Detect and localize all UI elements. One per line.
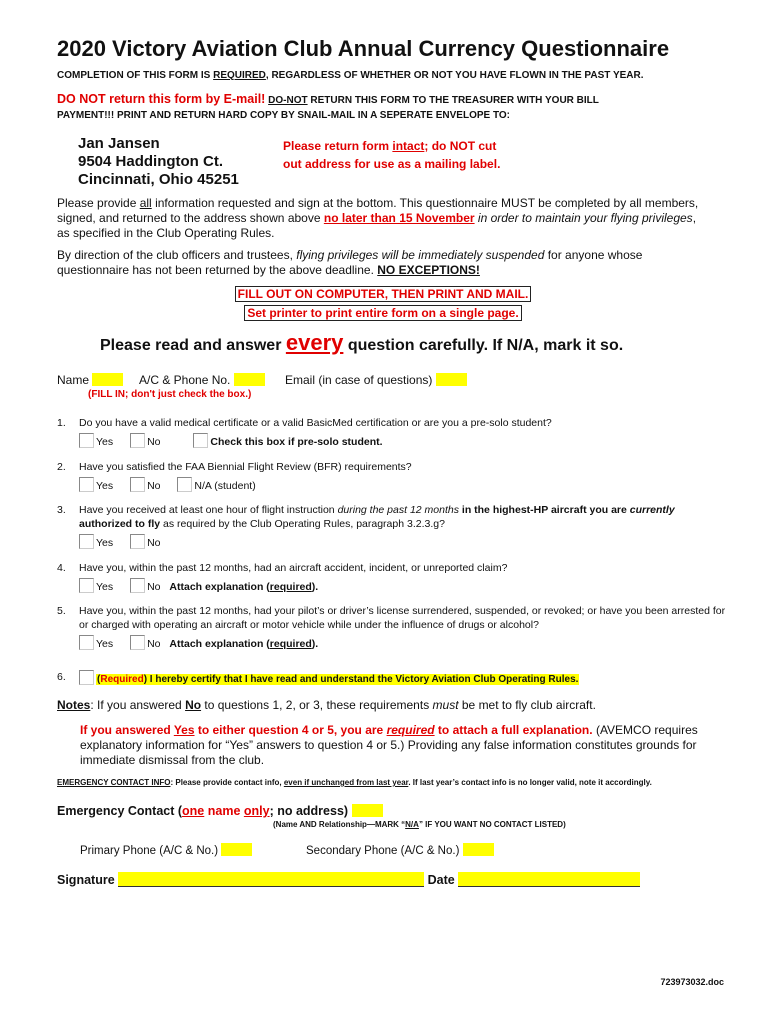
question-text: Do you have a valid medical certificate or a valid BasicMed certification or are you a pre-solo student? — [79, 417, 552, 429]
name-label: Name — [57, 373, 90, 387]
q1-no-checkbox[interactable] — [130, 433, 145, 448]
required-word: REQUIRED — [213, 70, 266, 81]
notes-no: No — [185, 698, 202, 712]
emergency-info-a: : Please provide contact info, — [170, 778, 284, 787]
email-warning-rest1: RETURN THIS FORM TO THE TREASURER WITH YOUR BILL — [307, 95, 599, 106]
emergency-info-label: EMERGENCY CONTACT INFO — [57, 778, 171, 787]
ec-rest: ; no address) — [269, 804, 349, 818]
emergency-info-b: even if unchanged from last year — [283, 778, 409, 787]
suspension-paragraph — [57, 248, 707, 278]
secondary-phone-label: Secondary Phone (A/C & No.) — [306, 845, 460, 857]
certify-text: ) I hereby certify that I have read and understand the Victory Aviation Club Operating Rules. — [143, 674, 579, 685]
date-label: Date — [427, 873, 455, 887]
secondary-phone-field[interactable] — [463, 843, 494, 856]
signature-row — [57, 872, 640, 887]
question-number: 1. — [57, 417, 66, 429]
address-street: 9504 Haddington Ct. — [78, 153, 224, 170]
date-field[interactable] — [458, 872, 640, 887]
para1-d: , as specified in the Club Operating Rules. — [57, 211, 697, 240]
emergency-contact-field[interactable] — [352, 804, 383, 817]
notes — [57, 698, 596, 712]
certify-statement: (Required) I hereby certify that I have read and understand the Victory Aviation Club Operating Rules. — [97, 674, 579, 685]
question-5 — [57, 604, 727, 651]
ec-name: name — [204, 804, 244, 818]
explanation-requirement — [80, 723, 720, 768]
question-number: 2. — [57, 461, 66, 473]
ec-sub-na: N/A — [405, 820, 419, 829]
presolo-label: Check this box if pre-solo student. — [210, 436, 383, 448]
no-label: No — [147, 480, 161, 492]
deadline: no later than 15 November — [323, 211, 475, 225]
read-every-post: question carefully. If N/A, mark it so. — [343, 337, 624, 354]
phone-label: A/C & Phone No. — [139, 373, 231, 387]
question-number: 5. — [57, 605, 66, 617]
para2-c: for anyone whose questionnaire has not been returned by the above deadline. — [57, 248, 643, 277]
address-city: Cincinnati, Ohio 45251 — [78, 171, 239, 188]
return-note-line2: out address for use as a mailing label. — [283, 157, 501, 171]
yes-label: Yes — [96, 581, 114, 593]
email-warning-rest2: PAYMENT!!! PRINT AND RETURN HARD COPY BY SNAIL-MAIL IN A SEPERATE ENVELOPE TO: — [57, 110, 510, 121]
question-3 — [57, 503, 727, 550]
no-label: No — [147, 581, 161, 593]
ec-sub-a: (Name AND Relationship—MARK “ — [273, 820, 406, 829]
question-text: Have you satisfied the FAA Biennial Flight Review (BFR) requirements? — [79, 461, 412, 473]
ans-d: (AVEMCO requires explanatory information for “Yes” answers to question 4 or 5.) Providing any false information constitutes grounds for immediate dismissal from the club. — [80, 723, 698, 767]
address-name: Jan Jansen — [78, 135, 160, 152]
notes-c: be met to fly club aircraft. — [458, 698, 596, 712]
q3-d: currently — [629, 504, 675, 516]
no-exceptions: NO EXCEPTIONS! — [377, 263, 480, 277]
return-note-post: ; do NOT cut — [424, 139, 497, 153]
q2-no-checkbox[interactable] — [130, 477, 145, 492]
emergency-info-c: . If last year’s contact info is no longer valid, note it accordingly. — [408, 778, 652, 787]
mailing-address — [78, 135, 239, 189]
ans-yes: Yes — [173, 723, 195, 737]
no-label: No — [147, 436, 161, 448]
ans-c: to attach a full explanation. — [434, 723, 593, 737]
yes-label: Yes — [96, 436, 114, 448]
instructions-paragraph — [57, 196, 707, 241]
attach-pre: Attach explanation ( — [169, 581, 270, 593]
no-label: No — [147, 537, 161, 549]
email-field[interactable] — [436, 373, 467, 386]
q3-yes-checkbox[interactable] — [79, 534, 94, 549]
na-student-label: N/A (student) — [194, 480, 256, 492]
return-intact-note — [283, 137, 500, 173]
yes-label: Yes — [96, 480, 114, 492]
return-note-intact: intact — [392, 139, 425, 153]
q3-e: authorized to fly — [79, 518, 161, 530]
yes-label: Yes — [96, 638, 114, 650]
emergency-contact-subnote — [273, 820, 566, 829]
question-text: Have you, within the past 12 months, had an aircraft accident, incident, or unreported claim? — [79, 562, 508, 574]
ec-only: only — [243, 804, 270, 818]
attach-explanation — [169, 581, 318, 593]
q3-c: in the highest-HP aircraft you are — [458, 504, 630, 516]
email-label: Email (in case of questions) — [285, 373, 433, 387]
ans-a: If you answered — [80, 723, 174, 737]
certify-required: Required — [100, 674, 144, 685]
q5-yes-checkbox[interactable] — [79, 635, 94, 650]
q5-no-checkbox[interactable] — [130, 635, 145, 650]
read-every-heading — [100, 330, 623, 356]
emergency-info-note — [57, 778, 652, 787]
question-4 — [57, 561, 727, 594]
q1-yes-checkbox[interactable] — [79, 433, 94, 448]
phone-field-row — [139, 373, 265, 387]
question-number: 4. — [57, 562, 66, 574]
notes-must: must — [432, 698, 459, 712]
required-notice-post: , REGARDLESS OF WHETHER OR NOT YOU HAVE FLOWN IN THE PAST YEAR. — [265, 70, 644, 81]
document-number: 723973032.doc — [660, 977, 724, 987]
phone-field[interactable] — [234, 373, 265, 386]
q2-na-checkbox[interactable] — [177, 477, 192, 492]
do-not-word: DO-NOT — [268, 95, 308, 106]
secondary-phone-row — [306, 843, 494, 857]
return-note-pre: Please return form — [283, 139, 393, 153]
para2-a: By direction of the club officers and trustees, — [57, 248, 297, 262]
attach-pre: Attach explanation ( — [169, 638, 270, 650]
read-every-pre: Please read and answer — [100, 337, 286, 354]
print-note — [214, 306, 552, 320]
primary-phone-row — [80, 843, 252, 857]
signature-label: Signature — [57, 873, 115, 887]
ec-sub-b: ” IF YOU WANT NO CONTACT LISTED) — [418, 820, 566, 829]
attach-required: required — [269, 638, 312, 650]
attach-required: required — [269, 581, 312, 593]
email-warning-red: DO NOT return this form by E-mail! — [57, 92, 266, 106]
page-title: 2020 Victory Aviation Club Annual Currency Questionnaire — [57, 36, 670, 61]
emergency-contact-row — [57, 804, 383, 818]
name-field-row — [57, 373, 123, 387]
attach-post: ). — [311, 638, 319, 650]
q3-a: Have you received at least one hour of flight instruction — [79, 504, 338, 516]
fill-out-note-text: FILL OUT ON COMPUTER, THEN PRINT AND MAIL. — [237, 287, 529, 301]
para1-a: Please provide — [57, 196, 140, 210]
notes-a: : If you answered — [90, 698, 186, 712]
question-number: 6. — [57, 671, 66, 683]
question-text: Have you, within the past 12 months, had your pilot’s or driver’s license surrendered, suspended, or revoked; or have you been arrested for or charged with operating an aircraft or motor vehicle while under the influence of drugs or alcohol? — [79, 605, 726, 631]
q2-yes-checkbox[interactable] — [79, 477, 94, 492]
attach-explanation — [169, 638, 318, 650]
para2-b: flying privileges will be immediately suspended — [296, 248, 545, 262]
q3-no-checkbox[interactable] — [130, 534, 145, 549]
email-warning — [57, 92, 599, 123]
para1-b: information requested and sign at the bottom. This questionnaire MUST be completed by all members, signed, and returned to the address shown above — [57, 196, 699, 225]
question-6 — [57, 670, 727, 687]
attach-post: ). — [311, 581, 319, 593]
fill-out-note — [214, 287, 552, 301]
primary-phone-label: Primary Phone (A/C & No.) — [80, 845, 219, 857]
required-notice-pre: COMPLETION OF THIS FORM IS — [57, 70, 214, 81]
q3-b: during the past 12 months — [337, 504, 459, 516]
no-label: No — [147, 638, 161, 650]
signature-field[interactable] — [118, 872, 424, 887]
para1-all: all — [139, 196, 152, 210]
every-word: every — [285, 330, 344, 355]
q3-f: as required by the Club Operating Rules, paragraph 3.2.3.g? — [160, 518, 445, 530]
para1-c: in order to maintain your flying privileges — [474, 211, 693, 225]
q4-yes-checkbox[interactable] — [79, 578, 94, 593]
ans-b: to either question 4 or 5, you are — [194, 723, 387, 737]
question-1 — [57, 416, 727, 449]
q4-no-checkbox[interactable] — [130, 578, 145, 593]
print-note-text: Set printer to print entire form on a single page. — [247, 306, 519, 320]
required-notice — [57, 70, 644, 81]
q1-presolo-checkbox[interactable] — [193, 433, 208, 448]
ans-req: required — [386, 723, 435, 737]
name-field[interactable] — [92, 373, 123, 386]
certify-checkbox[interactable] — [79, 670, 94, 685]
ec-label: Emergency Contact ( — [57, 804, 183, 818]
question-text — [79, 503, 727, 531]
primary-phone-field[interactable] — [221, 843, 252, 856]
ec-one: one — [182, 804, 205, 818]
email-field-row — [285, 373, 467, 387]
notes-b: to questions 1, 2, or 3, these requirements — [201, 698, 433, 712]
question-2 — [57, 460, 727, 493]
question-number: 3. — [57, 504, 66, 516]
yes-label: Yes — [96, 537, 114, 549]
fill-in-note: (FILL IN; don't just check the box.) — [88, 389, 252, 400]
notes-label: Notes — [57, 698, 91, 712]
